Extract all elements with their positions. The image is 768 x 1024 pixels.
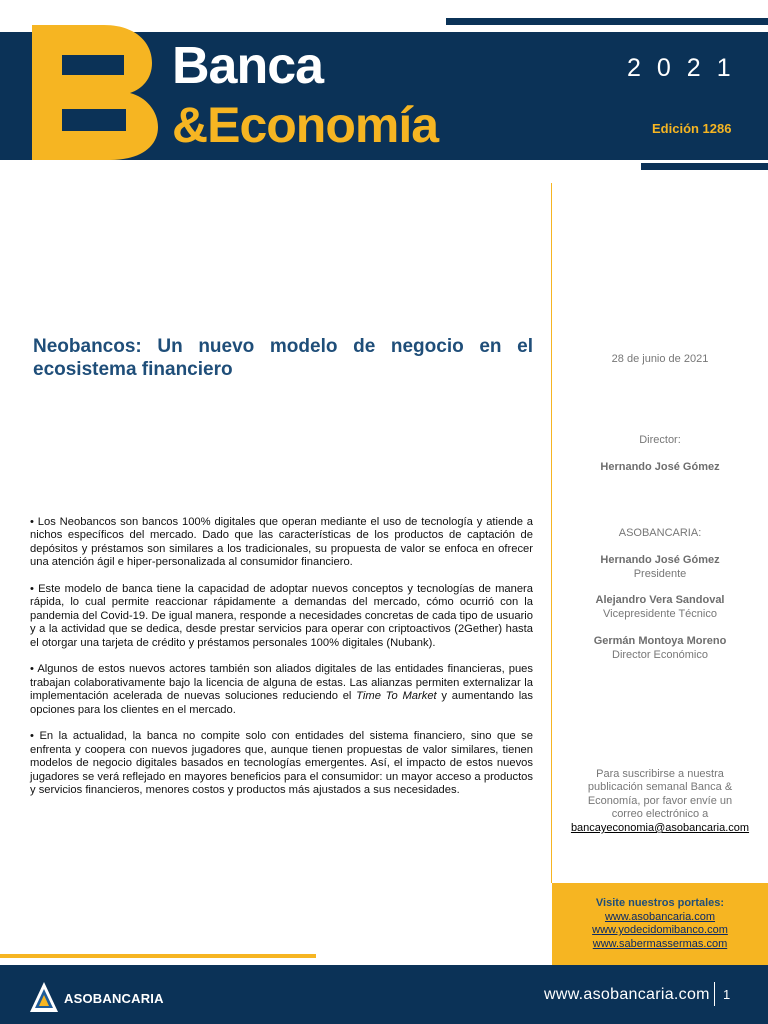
director-label: Director:	[639, 434, 681, 446]
paragraph-3	[30, 663, 533, 717]
article-body	[30, 516, 533, 811]
header-top-line	[446, 18, 768, 25]
paragraph-1: • Los Neobancos son bancos 100% digitales que operan mediante el uso de tecnología y atiende a nichos específicos del mercado. Dado que las características de los productos de captación de depósitos y préstamos son similares a los tradicionales, su propuesta de valor se enfoca en ofrecer una atención ágil e hiper-personalizada al consumidor financiero.	[30, 516, 533, 569]
person-role: Presidente	[633, 568, 687, 580]
paragraph-3-part-a: • Algunos de estos nuevos actores también son aliados digitales de las entidades financieras, pues trabajan colaborativamente bajo la licencia de alguna de estas. Las alianzas permiten externalizar la implementación acelerada de nuevas soluciones reduciendo el	[30, 663, 533, 703]
brand-title-economia: &Economía	[172, 97, 439, 153]
person-role: Vicepresidente Técnico	[603, 608, 717, 620]
subscribe-email-link[interactable]: bancayeconomia@asobancaria.com	[570, 822, 750, 834]
portal-link-yodecidomibanco[interactable]: www.yodecidomibanco.com	[592, 924, 728, 936]
edition-number: Edición 1286	[652, 121, 732, 136]
subscribe-text-line: Para suscribirse a nuestra	[596, 768, 724, 780]
page-number: 1	[723, 987, 731, 1002]
paragraph-3-part-b: y aumentando las opciones para los clientes en el mercado.	[30, 690, 533, 716]
article-title: Neobancos: Un nuevo modelo de negocio en el ecosistema financiero	[33, 336, 533, 380]
subscribe-text-line: correo electrónico a	[611, 808, 709, 820]
publication-date: 28 de junio de 2021	[611, 353, 709, 365]
header-bottom-line	[641, 163, 768, 170]
portals-box	[552, 883, 768, 965]
asobancaria-logo-icon	[28, 980, 60, 1016]
director-name: Hernando José Gómez	[600, 461, 720, 473]
brand-title-banca: Banca	[172, 37, 324, 95]
person-name: Germán Montoya Moreno	[593, 635, 727, 647]
portals-title: Visite nuestros portales:	[595, 897, 725, 909]
subscribe-text-line: Economía, por favor envíe un	[587, 795, 733, 807]
column-divider	[551, 183, 552, 883]
person-name: Hernando José Gómez	[600, 554, 720, 566]
person-role: Director Económico	[612, 649, 708, 661]
footer-website-link[interactable]: www.asobancaria.com	[544, 986, 710, 1003]
paragraph-3-italic: Time To Market	[356, 690, 437, 703]
portal-link-asobancaria[interactable]: www.asobancaria.com	[604, 911, 716, 923]
footer-logo-text: ASOBANCARIA	[64, 991, 164, 1006]
footer-separator	[714, 982, 715, 1006]
paragraph-2: • Este modelo de banca tiene la capacidad de adoptar nuevos conceptos y tecnologías de manera rápida, lo cual permite reaccionar rápidamente a demandas del mercado, cómo ocurrió con la pandemia del Covid-19. De igual manera, responde a necesidades concretas de cada tipo de usuario y a la actividad que se dedica, desde prestar servicios para operar con criptoactivos (2Gether) hasta el otorgar una tarjeta de crédito y préstamos personales 100% digitales (Nubank).	[30, 583, 533, 649]
paragraph-4: • En la actualidad, la banca no compite solo con entidades del sistema financiero, sino que se enfrenta y coopera con nuevos jugadores que, aunque tienen propuestas de valor similares, tienen modelos de negocio digitales basados en tecnologías emergentes. Así, el impacto de estos nuevos jugadores se verá reflejado en mayores beneficios para el consumidor: un mayor acceso a productos y servicios financieros, menores costos y productos más ajustados a sus necesidades.	[30, 730, 533, 797]
subscribe-text-line: publicación semanal Banca &	[587, 781, 733, 793]
footer-accent-line	[0, 954, 316, 958]
org-label: ASOBANCARIA:	[618, 527, 702, 539]
brand-b-logo-icon	[32, 25, 160, 160]
publication-year: 2021	[627, 54, 747, 82]
person-name: Alejandro Vera Sandoval	[595, 594, 725, 606]
portal-link-sabermassermas[interactable]: www.sabermassermas.com	[592, 938, 728, 950]
